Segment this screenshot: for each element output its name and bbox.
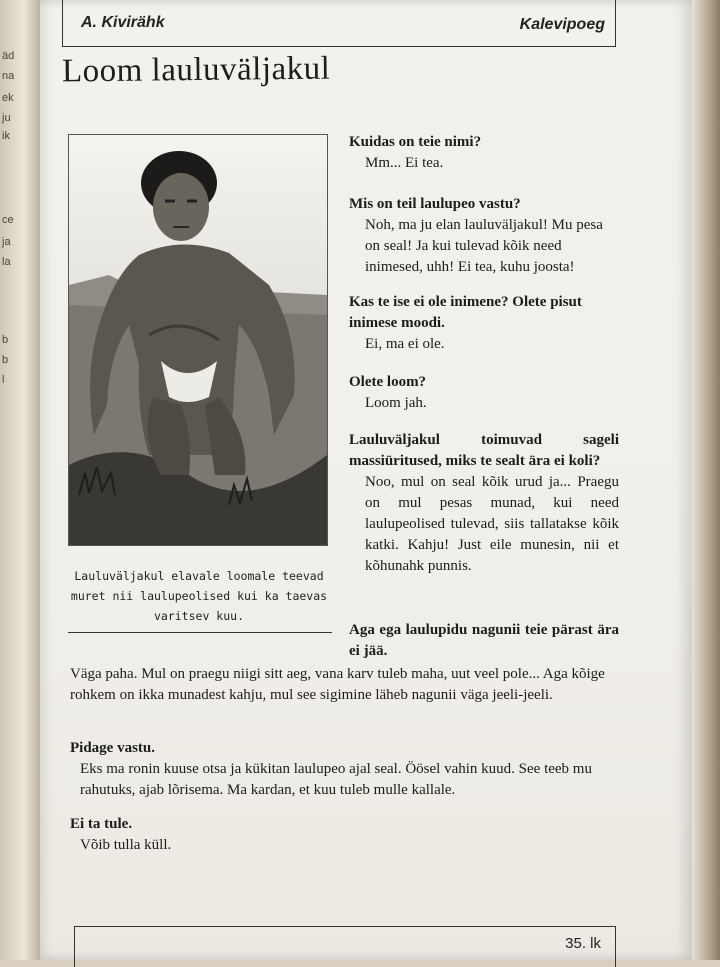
qa-block-fullwidth (70, 738, 626, 801)
caption-line: Lauluväljakul elavale loomale teevad (74, 569, 324, 583)
caption-line: muret nii laulupeolised kui ka taevas (70, 589, 328, 603)
adjacent-page-text: l (2, 374, 5, 386)
caption-line: varitsev kuu. (153, 609, 244, 623)
interview-answer: Väga paha. Mul on praegu niigi sitt aeg, vana karv tuleb maha, uut veel pole... Aga kõige rohkem on ikka munadest kahju, mul see sigimine läheb nagunii väga jeeli-jeeli. (70, 666, 605, 703)
photo-caption (68, 566, 330, 626)
page-footer (74, 926, 616, 967)
running-header (62, 0, 616, 47)
interview-question: Pidage vastu. (70, 740, 156, 756)
adjacent-page-text: b (2, 334, 9, 346)
adjacent-page-text: b (2, 354, 9, 366)
header-author: A. Kivirähk (81, 14, 165, 31)
qa-block-fullwidth (70, 814, 626, 856)
page-number: 35. lk (565, 935, 601, 952)
interview-answer: Eks ma ronin kuuse otsa ja kükitan laulupeo ajal seal. Öösel vahin kuud. See teeb mu rahutuks, ajab lõrisema. Ma kardan, et kuu tuleb mulle kallale. (80, 761, 592, 798)
adjacent-page-text: na (2, 70, 15, 82)
adjacent-page-text: la (2, 256, 11, 268)
qa-block (349, 194, 619, 278)
interview-question: Aga ega laulupidu nagunii teie pärast ära ei jää. (349, 622, 619, 659)
interview-answer: Ei, ma ei ole. (365, 336, 445, 352)
book-page (40, 0, 692, 960)
interview-answer: Loom jah. (365, 395, 427, 411)
interview-question: Olete loom? (349, 374, 427, 390)
adjacent-page-text: ju (2, 112, 11, 124)
interview-answer: Noo, mul on seal kõik urud ja... Praegu on mul pesas munad, kui need laulupeolised tulevad, siis tallatakse kõik katki. Kahju! Just eile munesin, nii et kõhunahk punnis. (365, 474, 619, 574)
interview-answer: Mm... Ei tea. (365, 155, 444, 171)
qa-block (349, 430, 619, 577)
crouching-figure-photo (69, 135, 327, 545)
interview-question: Lauluväljakul toimuvad sageli massiüritused, miks te sealt ära ei koli? (349, 432, 619, 469)
interview-question: Kuidas on teie nimi? (349, 134, 482, 150)
interview-answer: Noh, ma ju elan lauluväljakul! Mu pesa on seal! Ja kui tulevad kõik need inimesed, uhh! Ei tea, kuhu joosta! (365, 217, 603, 275)
interview-question: Mis on teil laulupeo vastu? (349, 196, 521, 212)
caption-divider (68, 632, 332, 633)
adjacent-page-text: ja (2, 236, 11, 248)
qa-block (349, 132, 619, 174)
adjacent-page-text: ce (2, 214, 14, 226)
qa-block (349, 292, 619, 355)
page-stack-edge (692, 0, 720, 960)
adjacent-page-text: äd (2, 50, 15, 62)
interview-question: Ei ta tule. (70, 816, 133, 832)
adjacent-page-text: ik (2, 130, 10, 142)
qa-block (349, 620, 619, 662)
article-title: Loom lauluväljakul (61, 50, 331, 90)
interview-answer: Võib tulla küll. (80, 837, 172, 853)
adjacent-page-text: ek (2, 92, 14, 104)
interview-question: Kas te ise ei ole inimene? Olete pisut inimese moodi. (349, 294, 582, 331)
article-photo (68, 134, 328, 546)
qa-block-fullwidth (70, 664, 626, 706)
qa-block (349, 372, 619, 414)
adjacent-page-edge (0, 0, 40, 960)
header-book-title: Kalevipoeg (519, 16, 605, 33)
